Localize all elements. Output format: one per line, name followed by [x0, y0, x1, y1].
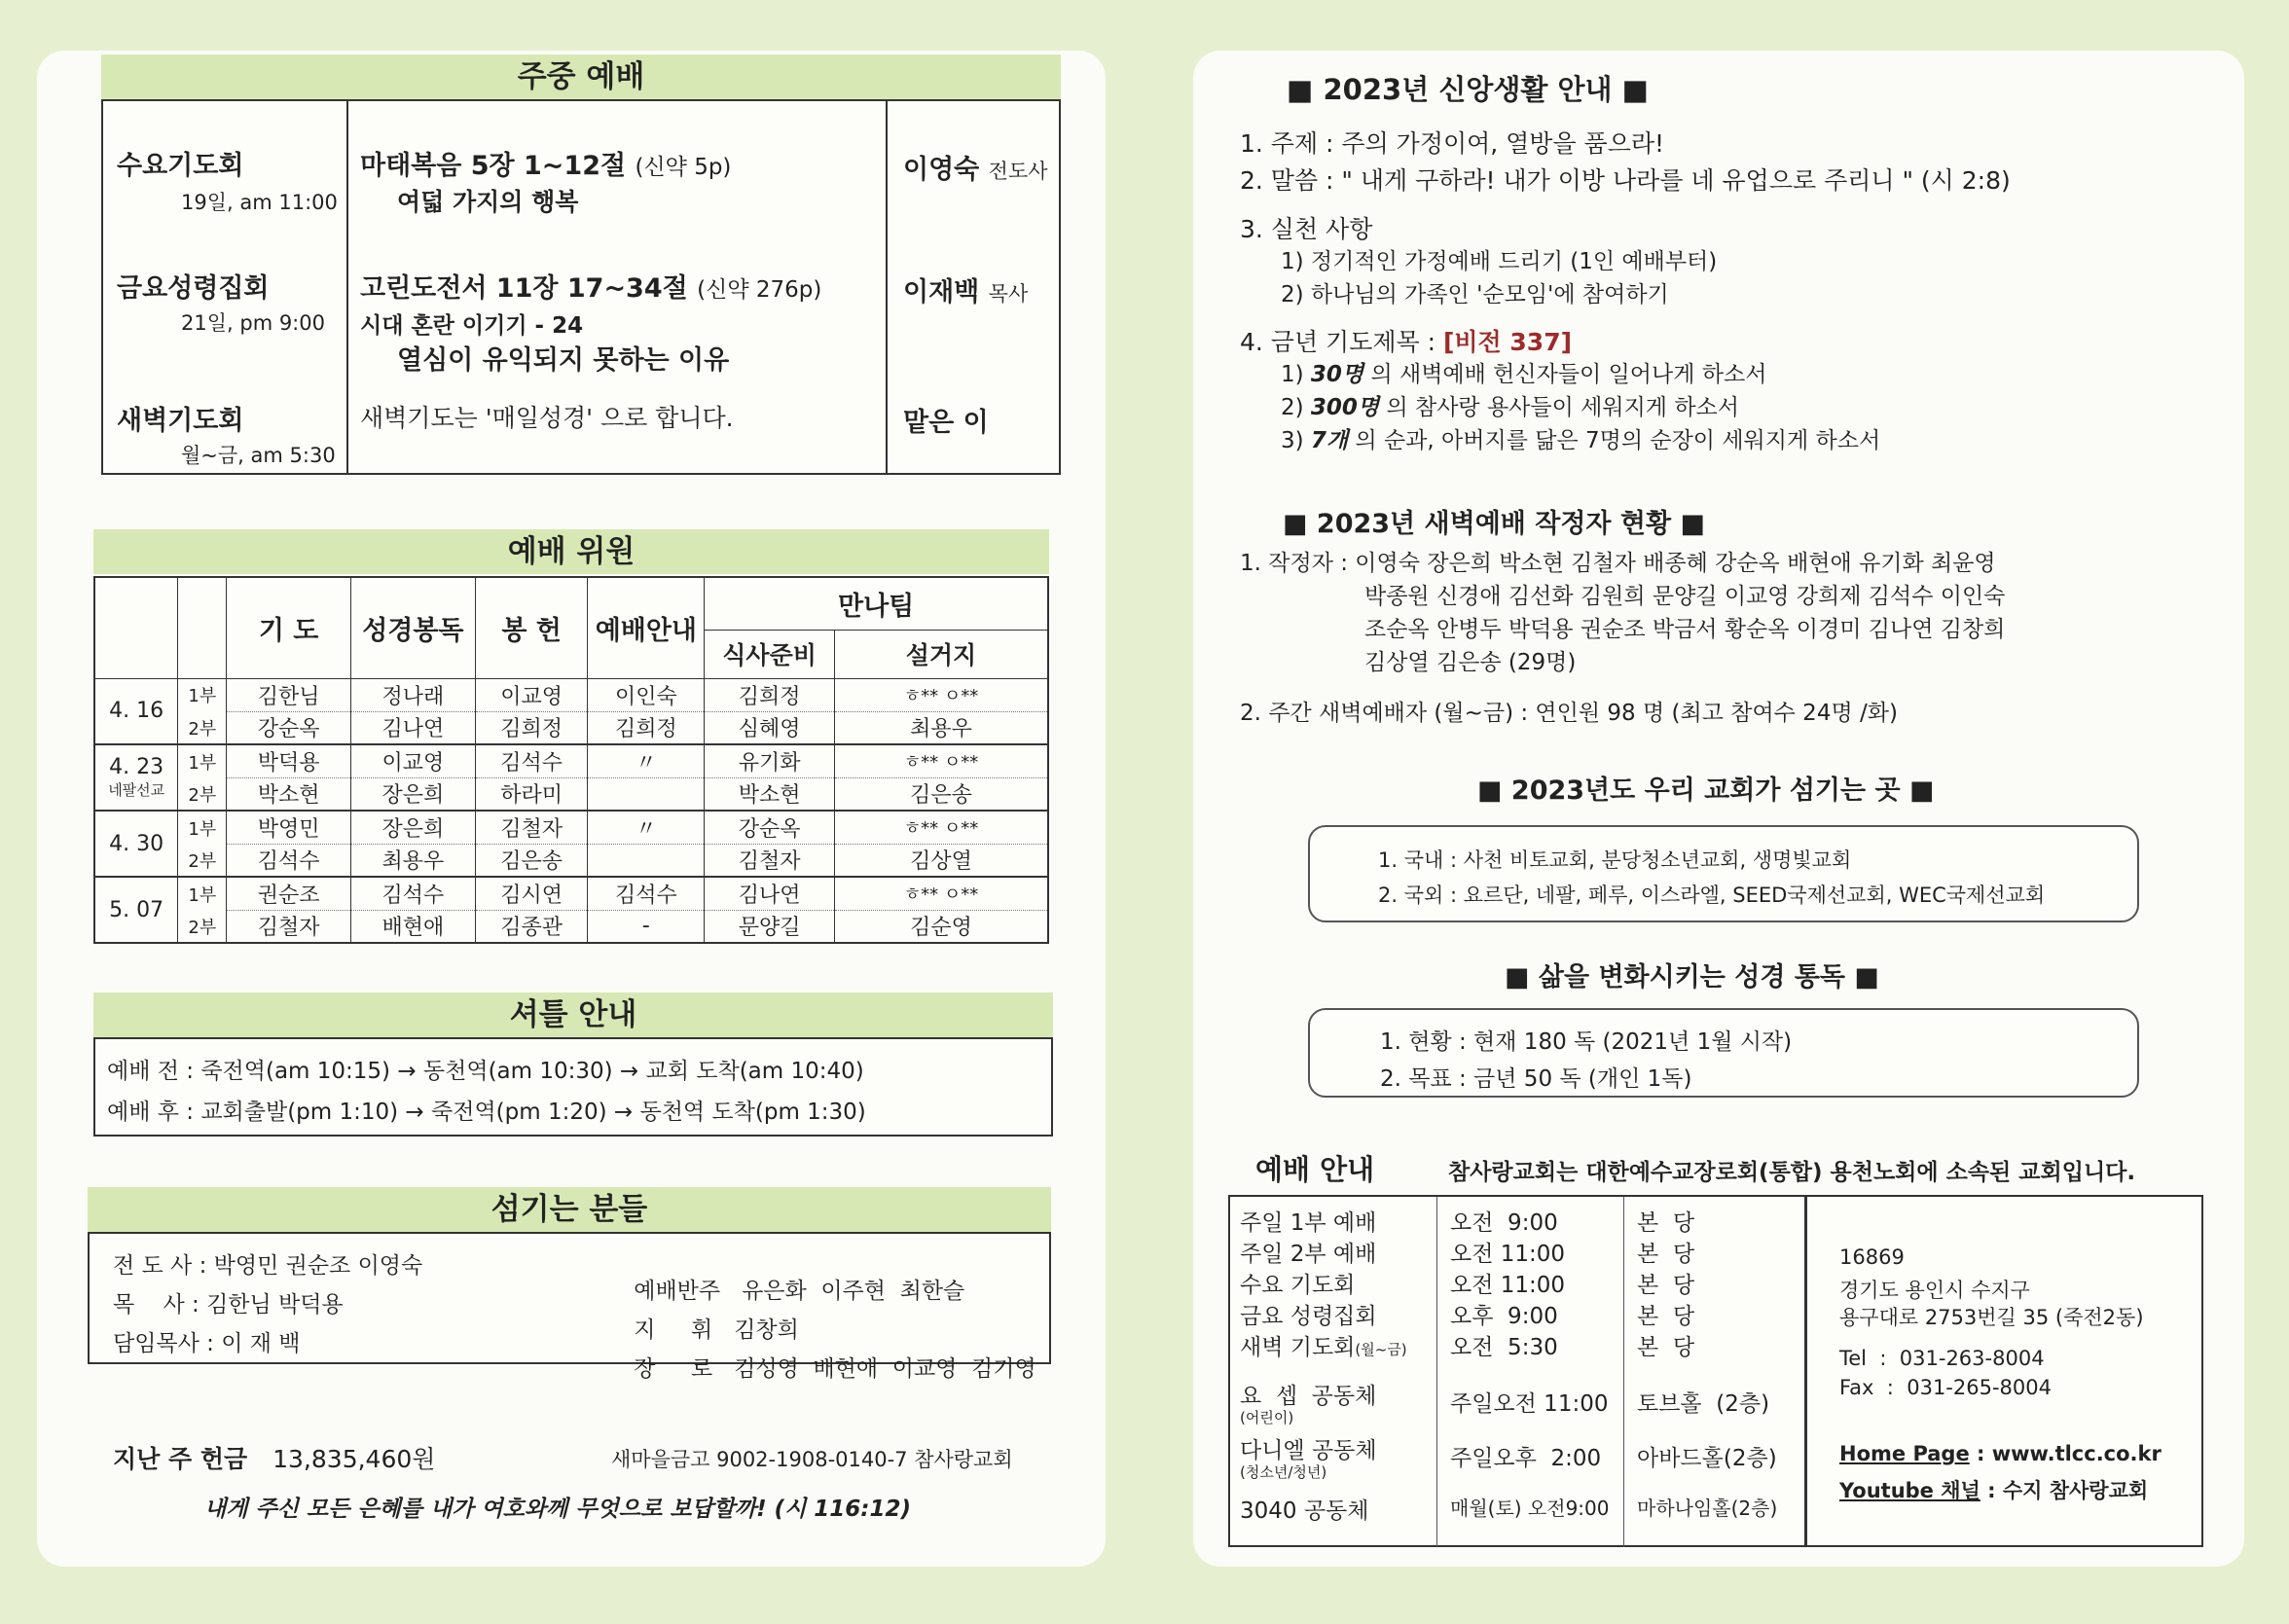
committee-cell-dish: 최용우	[834, 711, 1048, 744]
guide-name-text: 3040 공동체	[1240, 1498, 1369, 1524]
serve-box	[1308, 825, 2139, 922]
committee-cell-reading: 김나연	[350, 711, 475, 744]
homepage-label: Home Page	[1839, 1442, 1970, 1465]
prayer-text: 의 순과, 아버지를 닮은 7명의 순장이 세워지게 하소서	[1348, 428, 1881, 453]
committee-cell-prayer: 박소현	[227, 777, 351, 811]
guide-time: 오전 11:00	[1450, 1242, 1566, 1267]
servant-names: 김한님 박덕용	[206, 1292, 344, 1317]
guide-name-text: 주일 1부 예배	[1240, 1210, 1377, 1236]
committee-cell-offering: 김은송	[475, 844, 588, 877]
guide-name-text: 새벽 기도회	[1240, 1335, 1356, 1360]
committee-title: 예배 위원	[93, 529, 1049, 574]
committee-cell-dish: ㅎ** ㅇ**	[834, 744, 1048, 777]
leader-name: 이영숙	[903, 155, 980, 185]
guide-time: 오전 11:00	[1450, 1273, 1566, 1298]
dawn-list-2: 박종원 신경애 김선화 김원희 문양길 이교영 강희제 김석수 이인숙	[1364, 584, 2006, 609]
affiliation: 참사랑교회는 대한예수교장로회(통합) 용천노회에 소속된 교회입니다.	[1448, 1160, 2136, 1185]
weekday-time: 월~금, am 5:30	[181, 444, 336, 467]
homepage[interactable]	[1839, 1442, 2162, 1465]
guide-place: 본 당	[1637, 1304, 1695, 1329]
committee-row	[94, 811, 1048, 844]
col-reading: 성경봉독	[350, 577, 475, 678]
col-prayer: 기 도	[227, 577, 351, 678]
committee-cell-meal: 박소현	[705, 777, 835, 811]
guide-name-text: 주일 2부 예배	[1240, 1242, 1377, 1267]
shuttle-after: 예배 후 : 교회출발(pm 1:10) → 죽전역(pm 1:20) → 동천역 도착(pm 1:30)	[107, 1100, 866, 1125]
guide-name	[1240, 1493, 1369, 1525]
serve-title: ■ 2023년도 우리 교회가 섬기는 곳 ■	[1477, 776, 1935, 806]
bible-title: ■ 삶을 변화시키는 성경 통독 ■	[1505, 962, 1879, 992]
prayer-label: 4. 금년 기도제목 :	[1240, 328, 1436, 356]
faith-practice: 3. 실천 사항	[1240, 215, 1373, 243]
servants-title: 섬기는 분들	[88, 1187, 1051, 1232]
bible-goal: 2. 목표 : 금년 50 독 (개인 1독)	[1380, 1066, 1692, 1092]
prayer-number: 300명	[1310, 395, 1380, 420]
committee-row	[94, 744, 1048, 777]
closing-verse: 내게 주신 모든 은혜를 내가 여호와께 무엇으로 보답할까! (시 116:12)	[204, 1497, 912, 1522]
guide-name	[1240, 1378, 1376, 1426]
guide-time: 오전 9:00	[1450, 1210, 1558, 1236]
part-label: 1부	[178, 877, 227, 910]
guide-name-sub: (어린이)	[1240, 1409, 1294, 1426]
servant-label: 목 사 :	[113, 1292, 200, 1317]
col-offering: 봉 헌	[475, 577, 588, 678]
servant-label: 지 휘	[634, 1317, 713, 1343]
servant-names: 유은화 이주현 최한슬	[742, 1279, 965, 1304]
servant-label: 담임목사 :	[113, 1331, 214, 1356]
committee-cell-dish: ㅎ** ㅇ**	[834, 877, 1048, 910]
faith-verse: 2. 말씀 : " 내게 구하라! 내가 이방 나라를 네 유업으로 주리니 " (시 2:8)	[1240, 166, 2011, 195]
servant-row	[605, 1325, 1036, 1408]
part-label: 1부	[178, 744, 227, 777]
committee-cell-reading: 최용우	[350, 844, 475, 877]
committee-cell-prayer: 권순조	[227, 877, 351, 910]
guide-place: 본 당	[1637, 1335, 1695, 1360]
committee-cell-dish: 김상열	[834, 844, 1048, 877]
serve-domestic: 1. 국내 : 사천 비토교회, 분당청소년교회, 생명빛교회	[1378, 848, 1852, 872]
servant-label: 예배반주	[634, 1279, 721, 1304]
guide-name	[1240, 1267, 1355, 1299]
servant-row	[113, 1286, 344, 1318]
part-label: 2부	[178, 711, 227, 744]
weekday-leader: 맡은 이	[903, 408, 989, 438]
dawn-note: 새벽기도는 '매일성경' 으로 합니다.	[360, 404, 734, 432]
phone: Tel : 031-263-8004	[1839, 1347, 2045, 1370]
homepage-url[interactable]: : www.tlcc.co.kr	[1969, 1442, 2162, 1465]
faith-theme: 1. 주제 : 주의 가정이여, 열방을 품으라!	[1240, 129, 1665, 158]
dawn-weekly: 2. 주간 새벽예배자 (월~금) : 연인원 98 명 (최고 참여수 24명 /화)	[1240, 701, 1898, 726]
guide-name	[1240, 1329, 1407, 1361]
youtube-channel[interactable]: : 수지 참사랑교회	[1980, 1479, 2149, 1502]
guide-name	[1240, 1236, 1376, 1268]
faith-practice-2: 2) 하나님의 가족인 '순모임'에 참여하기	[1281, 282, 1669, 307]
committee-cell-reading: 배현애	[350, 910, 475, 943]
sermon-series: 시대 혼란 이기기 - 24	[360, 313, 584, 339]
col-meal: 식사준비	[705, 630, 835, 678]
committee-cell-meal: 김철자	[705, 844, 835, 877]
sermon-title: 여덟 가지의 행복	[397, 188, 579, 216]
committee-cell-prayer: 박영민	[227, 811, 351, 844]
part-label: 2부	[178, 844, 227, 877]
committee-row	[94, 678, 1048, 711]
committee-cell-offering: 김시연	[475, 877, 588, 910]
servants-box	[88, 1232, 1051, 1382]
worship-guide-box	[1228, 1195, 2203, 1547]
date-label: 5. 07	[109, 897, 164, 922]
guide-name-sub: (월~금)	[1355, 1341, 1407, 1358]
prayer-number: 7개	[1310, 428, 1349, 453]
prayer-item	[1281, 422, 1880, 454]
committee-cell-guide	[588, 844, 705, 877]
dawn-list-4: 김상열 김은송 (29명)	[1364, 650, 1577, 675]
servant-names: 김창희	[734, 1317, 799, 1343]
leader-role: 전도사	[988, 160, 1048, 183]
committee-cell-meal: 심혜영	[705, 711, 835, 744]
offering-summary	[113, 1440, 435, 1475]
prayer-item	[1281, 356, 1766, 388]
scripture-text: 고린도전서 11장 17~34절	[360, 273, 688, 304]
guide-place: 토브홀 (2층)	[1637, 1391, 1770, 1417]
committee-cell-offering: 김석수	[475, 744, 588, 777]
guide-name	[1240, 1205, 1376, 1237]
faith-title: ■ 2023년 신앙생활 안내 ■	[1287, 73, 1649, 106]
guide-place: 본 당	[1637, 1210, 1695, 1236]
committee-cell-guide: 〃	[588, 811, 705, 844]
shuttle-title: 셔틀 안내	[93, 992, 1053, 1037]
guide-place: 본 당	[1637, 1273, 1695, 1298]
weekday-leader	[903, 271, 1028, 308]
offering-amount: 13,835,460원	[272, 1445, 436, 1473]
committee-date	[94, 678, 178, 744]
committee-cell-guide: 〃	[588, 744, 705, 777]
weekday-leader	[903, 148, 1048, 186]
committee-cell-reading: 장은희	[350, 811, 475, 844]
committee-cell-reading: 김석수	[350, 877, 475, 910]
servant-names: 김성영 배현애 이교영 김기영	[734, 1356, 1036, 1382]
committee-cell-meal: 유기화	[705, 744, 835, 777]
part-label: 2부	[178, 777, 227, 811]
guide-place: 아바드홀(2층)	[1637, 1446, 1777, 1471]
committee-row	[94, 877, 1048, 910]
offering-label: 지난 주 헌금	[113, 1445, 248, 1473]
leader-name: 이재백	[903, 277, 980, 307]
scripture-text: 마태복음 5장 1~12절	[360, 151, 627, 181]
shuttle-box	[93, 1037, 1053, 1137]
committee-cell-meal: 김나연	[705, 877, 835, 910]
servant-row	[113, 1247, 422, 1280]
weekday-worship-table	[101, 99, 1061, 475]
committee-cell-meal: 김희정	[705, 678, 835, 711]
weekday-scripture	[360, 267, 821, 305]
committee-cell-offering: 김철자	[475, 811, 588, 844]
prayer-index: 3)	[1281, 428, 1311, 453]
youtube[interactable]	[1839, 1475, 2148, 1504]
committee-row	[94, 910, 1048, 943]
committee-cell-offering: 김종관	[475, 910, 588, 943]
committee-cell-prayer: 김석수	[227, 844, 351, 877]
guide-time: 오후 9:00	[1450, 1304, 1558, 1329]
committee-cell-dish: 김순영	[834, 910, 1048, 943]
guide-time: 주일오전 11:00	[1450, 1391, 1609, 1417]
date-label: 4. 23	[109, 755, 164, 779]
faith-practice-1: 1) 정기적인 가정예배 드리기 (1인 예배부터)	[1281, 249, 1718, 274]
committee-table	[93, 576, 1049, 944]
committee-cell-dish: 김은송	[834, 777, 1048, 811]
youtube-label: Youtube 채널	[1839, 1479, 1980, 1502]
committee-cell-guide: 김희정	[588, 711, 705, 744]
scripture-ref: (신약 5p)	[635, 155, 732, 180]
committee-cell-offering: 김희정	[475, 711, 588, 744]
leader-role: 목사	[988, 282, 1029, 306]
servant-label: 장 로	[634, 1356, 713, 1382]
prayer-item	[1281, 389, 1739, 421]
weekday-scripture	[360, 144, 731, 182]
guide-name	[1240, 1432, 1377, 1480]
committee-cell-dish: ㅎ** ㅇ**	[834, 811, 1048, 844]
weekday-worship-title: 주중 예배	[101, 54, 1061, 99]
guide-name-text: 다니엘 공동체	[1240, 1438, 1377, 1463]
committee-cell-guide: -	[588, 910, 705, 943]
part-label: 1부	[178, 811, 227, 844]
weekday-name: 금요성령집회	[117, 273, 270, 304]
committee-cell-reading: 정나래	[350, 678, 475, 711]
weekday-time: 21일, pm 9:00	[181, 311, 325, 335]
sermon-title: 열심이 유익되지 못하는 이유	[397, 345, 730, 376]
weekday-time: 19일, am 11:00	[181, 191, 338, 214]
date-note: 네팔선교	[108, 781, 165, 799]
guide-name	[1240, 1298, 1377, 1330]
date-label: 4. 30	[109, 831, 164, 856]
prayer-index: 2)	[1281, 395, 1311, 420]
committee-row	[94, 844, 1048, 877]
prayer-text: 의 참사랑 용사들이 세워지게 하소서	[1379, 395, 1739, 420]
committee-row	[94, 777, 1048, 811]
guide-time: 매월(토) 오전9:00	[1450, 1497, 1610, 1520]
committee-date	[94, 877, 178, 943]
servant-names: 이 재 백	[221, 1331, 301, 1356]
committee-cell-meal: 문양길	[705, 910, 835, 943]
dawn-list-3: 조순옥 안병두 박덕용 권순조 박금서 황순옥 이경미 김나연 김창희	[1364, 617, 2006, 642]
vision-tag: [비전 337]	[1442, 328, 1573, 356]
faith-prayer	[1240, 323, 1572, 358]
committee-date	[94, 744, 178, 811]
address-line-2: 용구대로 2753번길 35 (죽전2동)	[1839, 1306, 2144, 1329]
committee-cell-reading: 장은희	[350, 777, 475, 811]
bible-box	[1308, 1008, 2139, 1098]
part-label: 1부	[178, 678, 227, 711]
col-manna: 만나팀	[705, 577, 1048, 630]
prayer-number: 30명	[1310, 362, 1364, 387]
guide-time: 오전 5:30	[1450, 1335, 1558, 1360]
fax: Fax : 031-265-8004	[1839, 1376, 2052, 1399]
committee-cell-dish: ㅎ** ㅇ**	[834, 678, 1048, 711]
committee-cell-guide	[588, 777, 705, 811]
serve-overseas: 2. 국외 : 요르단, 네팔, 페루, 이스라엘, SEED국제선교회, WEC국제선교회	[1378, 884, 2046, 907]
guide-name-sub: (청소년/청년)	[1240, 1463, 1327, 1481]
address-line-1: 경기도 용인시 수지구	[1839, 1279, 2030, 1302]
worship-guide-title: 예배 안내	[1255, 1153, 1375, 1186]
guide-name-text: 금요 성령집회	[1240, 1304, 1377, 1329]
dawn-list-1: 1. 작정자 : 이영숙 장은희 박소현 김철자 배종혜 강순옥 배현애 유기화 최윤영	[1240, 551, 1996, 576]
committee-cell-guide: 김석수	[588, 877, 705, 910]
weekday-name: 새벽기도회	[117, 406, 244, 436]
committee-cell-offering: 이교영	[475, 678, 588, 711]
prayer-index: 1)	[1281, 362, 1311, 387]
committee-cell-prayer: 김철자	[227, 910, 351, 943]
weekday-name: 수요기도회	[117, 151, 244, 181]
committee-cell-prayer: 박덕용	[227, 744, 351, 777]
guide-place: 마하나임홀(2층)	[1637, 1497, 1778, 1520]
part-label: 2부	[178, 910, 227, 943]
scripture-ref: (신약 276p)	[697, 277, 822, 303]
guide-name-text: 수요 기도회	[1240, 1273, 1356, 1298]
col-guide: 예배안내	[588, 577, 705, 678]
guide-place: 본 당	[1637, 1242, 1695, 1267]
committee-cell-meal: 강순옥	[705, 811, 835, 844]
servant-label: 전 도 사 :	[113, 1253, 207, 1279]
committee-cell-prayer: 김한님	[227, 678, 351, 711]
servant-names: 박영민 권순조 이영숙	[213, 1253, 423, 1279]
prayer-text: 의 새벽예배 헌신자들이 일어나게 하소서	[1363, 362, 1767, 387]
bible-status: 1. 현황 : 현재 180 독 (2021년 1월 시작)	[1380, 1029, 1793, 1055]
guide-name-text: 요 셉 공동체	[1240, 1384, 1377, 1409]
servant-row	[113, 1325, 301, 1357]
guide-time: 주일오후 2:00	[1450, 1446, 1602, 1471]
postal-code: 16869	[1839, 1245, 1905, 1269]
committee-date	[94, 811, 178, 877]
shuttle-before: 예배 전 : 죽전역(am 10:15) → 동천역(am 10:30) → 교회 도착(am 10:40)	[107, 1059, 864, 1084]
dawn-title: ■ 2023년 새벽예배 작정자 현황 ■	[1283, 509, 1705, 539]
committee-cell-offering: 하라미	[475, 777, 588, 811]
committee-row	[94, 711, 1048, 744]
date-label: 4. 16	[109, 699, 164, 724]
committee-cell-reading: 이교영	[350, 744, 475, 777]
committee-cell-guide: 이인숙	[588, 678, 705, 711]
col-dish: 설거지	[834, 630, 1048, 678]
bank-account: 새마을금고 9002-1908-0140-7 참사랑교회	[611, 1448, 1013, 1471]
committee-cell-prayer: 강순옥	[227, 711, 351, 744]
